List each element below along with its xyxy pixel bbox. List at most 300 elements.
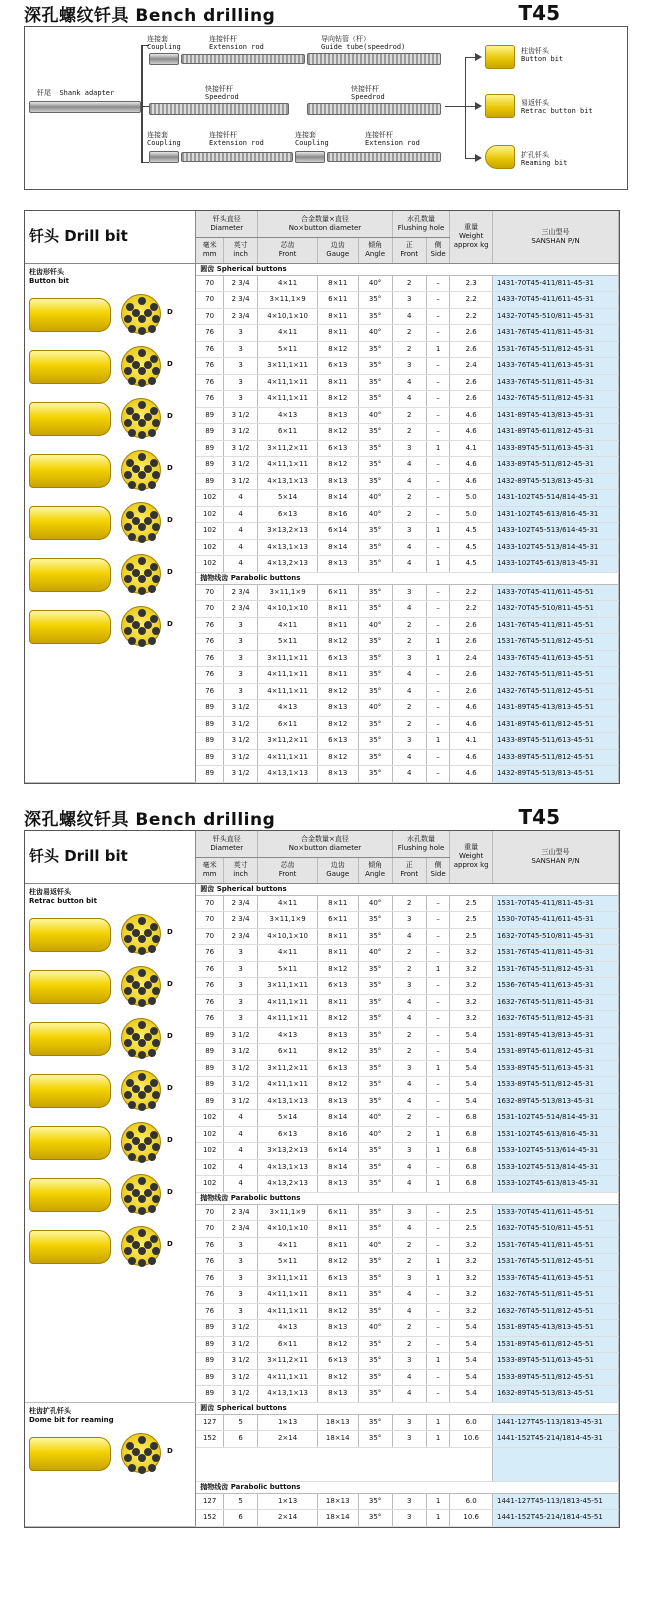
cell: 40° — [358, 1237, 392, 1254]
cell: 35° — [358, 556, 392, 573]
cell: 3 — [224, 683, 258, 700]
cell: 1533-89T45-511/613-45-51 — [493, 1353, 619, 1370]
cell: 1433-70T45-411/611-45-31 — [493, 292, 619, 309]
bit-face-view — [121, 1174, 161, 1214]
cell: 4 — [392, 994, 426, 1011]
cell: 2.5 — [450, 1221, 493, 1238]
bit-face-view — [121, 294, 161, 334]
cell: 70 — [196, 292, 224, 309]
cell: 3 1/2 — [224, 749, 258, 766]
cell: – — [426, 1204, 449, 1221]
cell: 8×12 — [317, 424, 358, 441]
cell: 4 — [392, 1159, 426, 1176]
cell: 4×11 — [258, 617, 318, 634]
cell: 1 — [426, 961, 449, 978]
cell: 89 — [196, 766, 224, 783]
cell: 89 — [196, 700, 224, 717]
cell: 3 — [224, 1287, 258, 1304]
cell: 4 — [392, 766, 426, 783]
cell: 3×11,2×11 — [258, 733, 318, 750]
bit-face-view — [121, 450, 161, 490]
buttons-header: 合金数量×直径 No×button diameter — [258, 211, 392, 237]
button-bit-image — [485, 45, 515, 69]
diameter-mark: D — [167, 1239, 173, 1248]
cell: 10.6 — [450, 1431, 493, 1448]
cell: 8×13 — [317, 473, 358, 490]
cell: 1531-76T45-411/811-45-51 — [493, 1237, 619, 1254]
cell: 6 — [224, 1431, 258, 1448]
cell: 89 — [196, 1336, 224, 1353]
cell: 76 — [196, 341, 224, 358]
cell: 5.0 — [450, 490, 493, 507]
page-title-1: 深孔螺纹钎具 Bench drilling — [24, 5, 276, 26]
bit-side-view — [29, 610, 111, 644]
cell: 3×11,2×11 — [258, 1353, 318, 1370]
cell: 6×13 — [317, 978, 358, 995]
cell: 8×12 — [317, 1011, 358, 1028]
cell: 70 — [196, 275, 224, 292]
cell: 3 — [392, 650, 426, 667]
cell: 4 — [392, 1093, 426, 1110]
cell: 4×13,2×13 — [258, 1176, 318, 1193]
cell: 4 — [392, 473, 426, 490]
speed1-label: 快接钎杆 Speedrod — [205, 85, 239, 101]
cell: 8×12 — [317, 749, 358, 766]
cell: 8×11 — [317, 667, 358, 684]
cell: 8×13 — [317, 407, 358, 424]
cell: 1441-152T45-214/1814-45-51 — [493, 1510, 619, 1527]
cell: 4 — [392, 1011, 426, 1028]
cell: 1632-76T45-511/812-45-51 — [493, 1303, 619, 1320]
cell: 1632-89T45-513/813-45-51 — [493, 1386, 619, 1403]
cell: – — [426, 490, 449, 507]
cell: 1533-89T45-511/812-45-51 — [493, 1369, 619, 1386]
ext1-label: 连接钎杆 Extension rod — [209, 35, 264, 51]
cell: 1531-76T45-511/812-45-31 — [493, 341, 619, 358]
diameter-mark: D — [167, 1083, 173, 1092]
cell: 3 — [224, 374, 258, 391]
drill-bit-table-1: 钎头 Drill bit 钎头直径 Diameter 合金数量×直径 No×button diameter 水孔数量 Flushing hole 重量 Weight approx kg 三山型号 SANSHAN P/N 毫米 mm 英寸 inch 芯齿 Front 边齿 Gauge 倾角 Angle 正 Front 侧 Side 柱齿形钎头 Button bit D D D D D D D 圆齿 Spherical buttons 70 2 3/4 4×11 8×11 40° 2 – 2.3 1431-70T45-411/811-45-31 70 2 3/4 3×11,1×9 6×11 35° 3 – 2.2 1433-70T45-411/611-45-31 70 2 3/4 4×10,1×10 8×11 35° 4 – 2.2 1432-70T45-510/811-45-31 76 3 4×11 8×11 40° 2 – 2.6 1431-76T45-411/811-45-31 76 3 5×11 8×12 35° 2 1 2.6 1531-76T45-511/812-45-31 76 3 3×11,1×11 6×13 35° 3 – 2.4 1433-76T45-411/613-45-31 76 3 4×11,1×11 8×11 35° 4 – 2.6 1433-76T45-511/811-45-31 76 3 4×11,1×11 8×12 35° 4 – 2.6 1432-76T45-511/812-45-31 89 3 1/2 4×13 8×13 40° 2 – 4.6 1431-89T45-413/813-45-31 89 3 1/2 6×11 8×12 35° 2 – 4.6 1431-89T45-611/812-45-31 89 3 1/2 3×11,2×11 6×13 35° 3 1 4.1 1433-89T45-511/613-45-31 89 3 1/2 4×11,1×11 8×12 35° 4 – 4.6 1433-89T45-511/812-45-31 89 3 1/2 4×13,1×13 8×13 35° 4 – 4.6 1432-89T45-513/813-45-31 102 4 5×14 8×14 40° 2 – 5.0 1431-102T45-514/814-45-31 102 4 6×13 8×16 40° 2 – 5.0 1431-102T45-613/816-45-31 102 4 3×13,2×13 6×14 35° 3 1 4.5 1433-102T45-513/614-45-31 102 4 4×13,1×13 8×14 35° 4 – 4.5 1433-102T45-513/814-45-31 102 4 4×13,2×13 8×13 35° 4 1 4.5 1433-102T45-613/813-45-31 抛物线齿 Parabolic buttons 70 2 3/4 3×11,1×9 6×11 35° 3 – 2.2 1433-70T45-411/611-45-51 70 2 3/4 4×10,1×10 8×11 35° 4 – 2.2 1432-70T45-510/811-45-51 76 3 4×11 8×11 40° 2 – 2.6 1431-76T45-411/811-45-51 76 3 5×11 8×12 35° 2 1 2.6 1531-76T45-511/812-45-51 76 3 3×11,1×11 6×13 35° 3 1 2.4 1433-76T45-411/613-45-51 76 3 4×11,1×11 8×11 35° 4 – 2.6 1432-76T45-511/811-45-51 76 3 4×11,1×11 8×12 35° 4 – 2.6 1432-76T45-511/812-45-51 89 3 1/2 4×13 8×13 40° 2 – 4.6 1431-89T45-413/813-45-51 89 3 1/2 6×11 8×12 35° 2 – 4.6 1431-89T45-611/812-45-51 89 3 1/2 3×11,2×11 6×13 35° 3 1 4.1 1433-89T45-511/613-45-51 89 3 1/2 4×11,1×11 8×12 35° 4 – 4.6 1433-89T45-511/812-45-51 89 3 1/2 4×13,1×13 8×13 35° 4 – 4.6 1432-89T45-513/813-45-51 — [24, 210, 620, 784]
cell: 4.6 — [450, 473, 493, 490]
cell: 2.5 — [450, 912, 493, 929]
bit-face-view — [121, 554, 161, 594]
cell: 2.6 — [450, 617, 493, 634]
cell: 4.6 — [450, 457, 493, 474]
cell: 2 — [392, 1320, 426, 1337]
cell: 76 — [196, 358, 224, 375]
cell: 2 3/4 — [224, 601, 258, 618]
cell: – — [426, 292, 449, 309]
cell: 35° — [358, 1270, 392, 1287]
cell: 3 — [224, 634, 258, 651]
cell: 8×12 — [317, 961, 358, 978]
cell: 6.8 — [450, 1110, 493, 1127]
cell: 4×13 — [258, 1320, 318, 1337]
cell: 76 — [196, 325, 224, 342]
cell: 3 — [224, 1011, 258, 1028]
cell: 35° — [358, 961, 392, 978]
cell: 1 — [426, 341, 449, 358]
cell: 2.6 — [450, 374, 493, 391]
cell: 1431-102T45-514/814-45-31 — [493, 490, 619, 507]
cell: 4×13 — [258, 700, 318, 717]
cell: 8×16 — [317, 506, 358, 523]
cell: 3×11,2×11 — [258, 1060, 318, 1077]
bit-images-column: 柱齿形钎头 Button bit D D D D D D D — [25, 263, 196, 782]
table-title-1: 钎头 Drill bit — [25, 211, 196, 263]
cell: 1433-89T45-511/812-45-31 — [493, 457, 619, 474]
cell: 2 — [392, 275, 426, 292]
cell: – — [426, 601, 449, 618]
cell: 2 — [392, 945, 426, 962]
cell: 2 — [392, 1027, 426, 1044]
cell: – — [426, 1320, 449, 1337]
cell: 76 — [196, 1011, 224, 1028]
cell: 2 — [392, 617, 426, 634]
cell: 89 — [196, 457, 224, 474]
section-spherical: 圆齿 Spherical buttons — [196, 1402, 619, 1414]
cell: – — [426, 700, 449, 717]
cell: 5.4 — [450, 1369, 493, 1386]
cell: 35° — [358, 634, 392, 651]
cell: 2.6 — [450, 634, 493, 651]
cell: 2.3 — [450, 275, 493, 292]
cell: 3 — [224, 358, 258, 375]
diameter-mark: D — [167, 463, 173, 472]
cell: 2 3/4 — [224, 928, 258, 945]
cell: 6×11 — [317, 292, 358, 309]
extension-rod-image — [181, 54, 305, 64]
cell: 3 — [392, 1431, 426, 1448]
cell: 2×14 — [258, 1510, 318, 1527]
cell: 1 — [426, 733, 449, 750]
bit-face-view — [121, 346, 161, 386]
cell: 70 — [196, 928, 224, 945]
cell: 4×10,1×10 — [258, 308, 318, 325]
cell: 4.6 — [450, 424, 493, 441]
cell: 89 — [196, 1044, 224, 1061]
cell: 3×11,1×11 — [258, 1270, 318, 1287]
cell: 2 3/4 — [224, 584, 258, 601]
retrac-bit-image — [485, 94, 515, 118]
cell: 76 — [196, 1254, 224, 1271]
button-bit-image — [29, 292, 191, 338]
cell: 35° — [358, 1077, 392, 1094]
cell: 5×14 — [258, 490, 318, 507]
cell: 4 — [224, 1159, 258, 1176]
cell: 8×12 — [317, 341, 358, 358]
cell: 3 — [392, 1353, 426, 1370]
cell: 4 — [392, 1287, 426, 1304]
cell: 70 — [196, 912, 224, 929]
cell: 1531-89T45-413/813-45-51 — [493, 1320, 619, 1337]
shank-label: 钎尾 Shank adapter — [37, 89, 115, 97]
cell: 89 — [196, 1093, 224, 1110]
cell: 1431-89T45-413/813-45-51 — [493, 700, 619, 717]
cell: 4 — [224, 1176, 258, 1193]
cell: 89 — [196, 1353, 224, 1370]
cell: 1431-89T45-611/812-45-51 — [493, 716, 619, 733]
cell: 4.6 — [450, 407, 493, 424]
cell: 4×10,1×10 — [258, 1221, 318, 1238]
cell: 35° — [358, 374, 392, 391]
cell: 2.2 — [450, 308, 493, 325]
cell: 35° — [358, 733, 392, 750]
cell: 1531-89T45-413/813-45-31 — [493, 1027, 619, 1044]
cell: 6 — [224, 1510, 258, 1527]
cell: 1433-70T45-411/611-45-51 — [493, 584, 619, 601]
cell: 70 — [196, 584, 224, 601]
cell: 102 — [196, 556, 224, 573]
bit-side-view — [29, 1126, 111, 1160]
cell: 89 — [196, 749, 224, 766]
cell: 4 — [392, 539, 426, 556]
cell: 4.6 — [450, 700, 493, 717]
cell: 2 3/4 — [224, 275, 258, 292]
cell: 35° — [358, 650, 392, 667]
diameter-mark: D — [167, 619, 173, 628]
cell: 4×11,1×11 — [258, 1303, 318, 1320]
cell: 3 — [392, 733, 426, 750]
guide-label: 导向钻管（杆） Guide tube(speedrod) — [321, 35, 406, 51]
cell: 5×11 — [258, 634, 318, 651]
cell: – — [426, 407, 449, 424]
cell: 35° — [358, 601, 392, 618]
cell: 35° — [358, 928, 392, 945]
cell: 1 — [426, 523, 449, 540]
cell: – — [426, 358, 449, 375]
cell: 1 — [426, 1431, 449, 1448]
cell: 70 — [196, 1204, 224, 1221]
cell: 3 1/2 — [224, 457, 258, 474]
page-header-2 — [24, 806, 650, 828]
cell: 35° — [358, 457, 392, 474]
cell: 3.2 — [450, 1303, 493, 1320]
cell: 3 — [392, 292, 426, 309]
cell: 4×13,1×13 — [258, 1159, 318, 1176]
coupling-image — [149, 53, 179, 65]
bit-face-view — [121, 914, 161, 954]
cell: 102 — [196, 1110, 224, 1127]
reaming-bit-image — [485, 145, 515, 169]
cell: 35° — [358, 424, 392, 441]
cell: 8×13 — [317, 766, 358, 783]
cell: – — [426, 895, 449, 912]
cell: 3 — [224, 978, 258, 995]
cell: 35° — [358, 1303, 392, 1320]
cell: 127 — [196, 1493, 224, 1510]
cell: 3.2 — [450, 1287, 493, 1304]
cell: 4 — [392, 1303, 426, 1320]
cell: – — [426, 1077, 449, 1094]
cell: 3 — [224, 1237, 258, 1254]
cell: 1 — [426, 1510, 449, 1527]
cell: 5×11 — [258, 341, 318, 358]
cell: 1431-102T45-613/816-45-31 — [493, 506, 619, 523]
guide-tube-image — [307, 53, 441, 65]
cell: 4 — [392, 667, 426, 684]
cell: 1533-70T45-411/611-45-51 — [493, 1204, 619, 1221]
cell: 40° — [358, 617, 392, 634]
cell: 18×13 — [317, 1414, 358, 1431]
cell: 3 1/2 — [224, 1077, 258, 1094]
cell: 1441-152T45-214/1814-45-31 — [493, 1431, 619, 1448]
cell: 152 — [196, 1431, 224, 1448]
cell: 1433-89T45-511/613-45-31 — [493, 440, 619, 457]
cell: 4 — [392, 1386, 426, 1403]
cell: 3 1/2 — [224, 700, 258, 717]
cell: – — [426, 473, 449, 490]
cell: 6×11 — [258, 1336, 318, 1353]
cell: 4 — [392, 308, 426, 325]
bit-face-view — [121, 1433, 161, 1473]
cell: 2 3/4 — [224, 1221, 258, 1238]
cell: – — [426, 1159, 449, 1176]
cell: 35° — [358, 1159, 392, 1176]
cell: 76 — [196, 683, 224, 700]
ext3-label: 连接钎杆 Extension rod — [365, 131, 420, 147]
cell: 8×12 — [317, 1369, 358, 1386]
cell: 8×11 — [317, 1221, 358, 1238]
cell: 1533-76T45-411/613-45-51 — [493, 1270, 619, 1287]
bit2-label: 易返钎头 Retrac button bit — [521, 99, 593, 115]
cell: 35° — [358, 1369, 392, 1386]
cell: 3 — [224, 1270, 258, 1287]
cell: 5.4 — [450, 1353, 493, 1370]
cell: 76 — [196, 994, 224, 1011]
section-row: 抛物线齿 Parabolic buttons — [25, 1192, 619, 1204]
button-bit-image — [29, 1120, 191, 1166]
drill-bit-table-2: 钎头 Drill bit 钎头直径 Diameter 合金数量×直径 No×button diameter 水孔数量 Flushing hole 重量 Weight approx kg 三山型号 SANSHAN P/N 毫米 mm 英寸 inch 芯齿 Front 边齿 Gauge 倾角 Angle 正 Front 侧 Side 柱齿易返钎头 Retrac button bit D D D D D D D 圆齿 Spherical buttons 70 2 3/4 4×11 8×11 40° 2 – 2.5 1531-70T45-411/811-45-31 70 2 3/4 3×11,1×9 6×11 35° 3 – 2.5 1530-70T45-411/611-45-31 70 2 3/4 4×10,1×10 8×11 35° 4 – 2.5 1632-70T45-510/811-45-31 76 3 4×11 8×11 40° 2 – 3.2 1531-76T45-411/811-45-31 76 3 5×11 8×12 35° 2 1 3.2 1531-76T45-511/812-45-31 76 3 3×11,1×11 6×13 35° 3 – 3.2 1536-76T45-411/613-45-31 76 3 4×11,1×11 8×11 35° 4 – 3.2 1632-76T45-511/811-45-31 76 3 4×11,1×11 8×12 35° 4 – 3.2 1632-76T45-511/812-45-31 89 3 1/2 4×13 8×13 35° 2 – 5.4 1531-89T45-413/813-45-31 89 3 1/2 6×11 8×12 35° 2 – 5.4 1531-89T45-611/812-45-31 89 3 1/2 3×11,2×11 6×13 35° 3 1 5.4 1533-89T45-511/613-45-31 89 3 1/2 4×11,1×11 8×12 35° 4 – 5.4 1533-89T45-511/812-45-31 89 3 1/2 4×13,1×13 8×13 35° 4 – 5.4 1632-89T45-513/813-45-31 102 4 5×14 8×14 40° 2 – 6.8 1531-102T45-514/814-45-31 102 4 6×13 8×16 40° 2 1 6.8 1531-102T45-613/816-45-31 102 4 3×13,2×13 6×14 35° 3 1 6.8 1533-102T45-513/614-45-31 102 4 4×13,1×13 8×14 35° 4 – 6.8 1533-102T45-513/814-45-31 102 4 4×13,2×13 8×13 35° 4 1 6.8 1533-102T45-613/813-45-31 抛物线齿 Parabolic buttons 70 2 3/4 3×11,1×9 6×11 35° 3 – 2.5 1533-70T45-411/611-45-51 70 2 3/4 4×10,1×10 8×11 35° 4 – 2.5 1632-70T45-510/811-45-51 76 3 4×11 8×11 40° 2 – 3.2 1531-76T45-411/811-45-51 76 3 5×11 8×12 35° 2 1 3.2 1531-76T45-511/812-45-51 76 3 3×11,1×11 6×13 35° 3 1 3.2 1533-76T45-411/613-45-51 76 3 4×11,1×11 8×11 35° 4 – 3.2 1632-76T45-511/811-45-51 76 3 4×11,1×11 8×12 35° 4 – 3.2 1632-76T45-511/812-45-51 89 3 1/2 4×13 8×13 40° 2 – 5.4 1531-89T45-413/813-45-51 89 3 1/2 6×11 8×12 35° 2 – 5.4 1531-89T45-611/812-45-51 89 3 1/2 3×11,2×11 6×13 35° 3 1 5.4 1533-89T45-511/613-45-51 89 3 1/2 4×11,1×11 8×12 35° 4 – 5.4 1533-89T45-511/812-45-51 89 3 1/2 4×13,1×13 8×13 35° 4 – 5.4 1632-89T45-513/813-45-51 柱齿扩孔钎头 Dome bit for reaming D 圆齿 Spherical buttons 127 5 1×13 18×13 35° 3 1 6.0 1441-127T45-113/1813-45-31 152 6 2×14 18×14 35° 3 1 10.6 1441-152T45-214/1814-45-31 抛物线齿 Parabolic buttons 127 5 1×13 18×13 35° 3 1 6.0 1441-127T45-113/1813-45-51 152 6 2×14 18×14 35° 3 1 10.6 1441-152T45-214/1814-45-51 — [24, 830, 620, 1528]
cell: 1531-102T45-514/814-45-31 — [493, 1110, 619, 1127]
cell: 6×13 — [258, 1126, 318, 1143]
cell: 76 — [196, 667, 224, 684]
cell: – — [426, 308, 449, 325]
cell: 1431-70T45-411/811-45-31 — [493, 275, 619, 292]
cell: 6.8 — [450, 1176, 493, 1193]
cell: 2 — [392, 407, 426, 424]
cell: 89 — [196, 473, 224, 490]
cell: 4×11 — [258, 325, 318, 342]
cell: 89 — [196, 1077, 224, 1094]
cell: 102 — [196, 539, 224, 556]
cell: 40° — [358, 700, 392, 717]
retrac-bit-label: 柱齿易返钎头 — [29, 887, 71, 896]
model-label-1: T45 — [518, 1, 560, 25]
diameter-mark: D — [167, 1031, 173, 1040]
cell: 35° — [358, 1353, 392, 1370]
cell: 1432-89T45-513/813-45-31 — [493, 473, 619, 490]
cell: 35° — [358, 1176, 392, 1193]
extension-rod-image-3 — [327, 152, 441, 162]
cell: 1431-76T45-411/811-45-51 — [493, 617, 619, 634]
button-bit-image — [29, 1431, 191, 1477]
cell: 35° — [358, 391, 392, 408]
cell: 4.6 — [450, 749, 493, 766]
cell: 1531-89T45-611/812-45-31 — [493, 1044, 619, 1061]
cell: 40° — [358, 325, 392, 342]
bit-side-view — [29, 1230, 111, 1264]
cell: 76 — [196, 391, 224, 408]
cell: – — [426, 766, 449, 783]
cell: – — [426, 506, 449, 523]
cell: 40° — [358, 407, 392, 424]
cell: 2 3/4 — [224, 1204, 258, 1221]
cell: 2 — [392, 1110, 426, 1127]
page-header-1 — [24, 2, 650, 24]
cell: 2 — [392, 895, 426, 912]
cell: 3×11,1×9 — [258, 584, 318, 601]
cell: 1632-76T45-511/811-45-51 — [493, 1287, 619, 1304]
cell: 102 — [196, 1159, 224, 1176]
cell: 1 — [426, 440, 449, 457]
cell: 40° — [358, 1110, 392, 1127]
cell: 3×11,1×9 — [258, 1204, 318, 1221]
cell: – — [426, 1027, 449, 1044]
cell: 35° — [358, 716, 392, 733]
cell: 3 1/2 — [224, 1369, 258, 1386]
bit-side-view — [29, 1022, 111, 1056]
bit1-label: 柱齿钎头 Button bit — [521, 47, 564, 63]
button-bit-image — [29, 604, 191, 650]
pn-header: 三山型号 SANSHAN P/N — [493, 211, 619, 263]
cell: 35° — [358, 1044, 392, 1061]
cell: 1432-76T45-511/812-45-51 — [493, 683, 619, 700]
cell: 4×11,1×11 — [258, 667, 318, 684]
cell: 35° — [358, 358, 392, 375]
cell: 35° — [358, 683, 392, 700]
section-spherical: 圆齿 Spherical buttons — [196, 883, 619, 895]
cell: 4.1 — [450, 440, 493, 457]
cell: – — [426, 1386, 449, 1403]
bit-side-view — [29, 1178, 111, 1212]
cell: 4×11 — [258, 895, 318, 912]
cell: 89 — [196, 407, 224, 424]
speedrod-image-2 — [307, 103, 441, 115]
branch-line — [141, 45, 143, 163]
cell: 3 1/2 — [224, 407, 258, 424]
bit-side-view — [29, 298, 111, 332]
bit-side-view — [29, 454, 111, 488]
cell: 8×12 — [317, 683, 358, 700]
cell: 5.4 — [450, 1336, 493, 1353]
cell: 5.0 — [450, 506, 493, 523]
cell: 18×14 — [317, 1431, 358, 1448]
cell: 1 — [426, 556, 449, 573]
cell: 8×11 — [317, 374, 358, 391]
cell: 3×13,2×13 — [258, 1143, 318, 1160]
cell: 4×11,1×11 — [258, 457, 318, 474]
button-bit-image — [29, 964, 191, 1010]
cell: 3.2 — [450, 945, 493, 962]
cell: 1433-89T45-511/812-45-51 — [493, 749, 619, 766]
cell: 70 — [196, 601, 224, 618]
cell: 8×12 — [317, 457, 358, 474]
bit-face-view — [121, 502, 161, 542]
cell: – — [426, 1110, 449, 1127]
cell: 6×13 — [317, 1353, 358, 1370]
cell: 3 — [392, 1270, 426, 1287]
cell: 35° — [358, 978, 392, 995]
cell: – — [426, 1221, 449, 1238]
cell: 76 — [196, 978, 224, 995]
cell: 3×11,1×11 — [258, 978, 318, 995]
cell: 4×13,2×13 — [258, 556, 318, 573]
cell: – — [426, 374, 449, 391]
cell: 6.0 — [450, 1414, 493, 1431]
cell: – — [426, 749, 449, 766]
cell: 6.8 — [450, 1126, 493, 1143]
